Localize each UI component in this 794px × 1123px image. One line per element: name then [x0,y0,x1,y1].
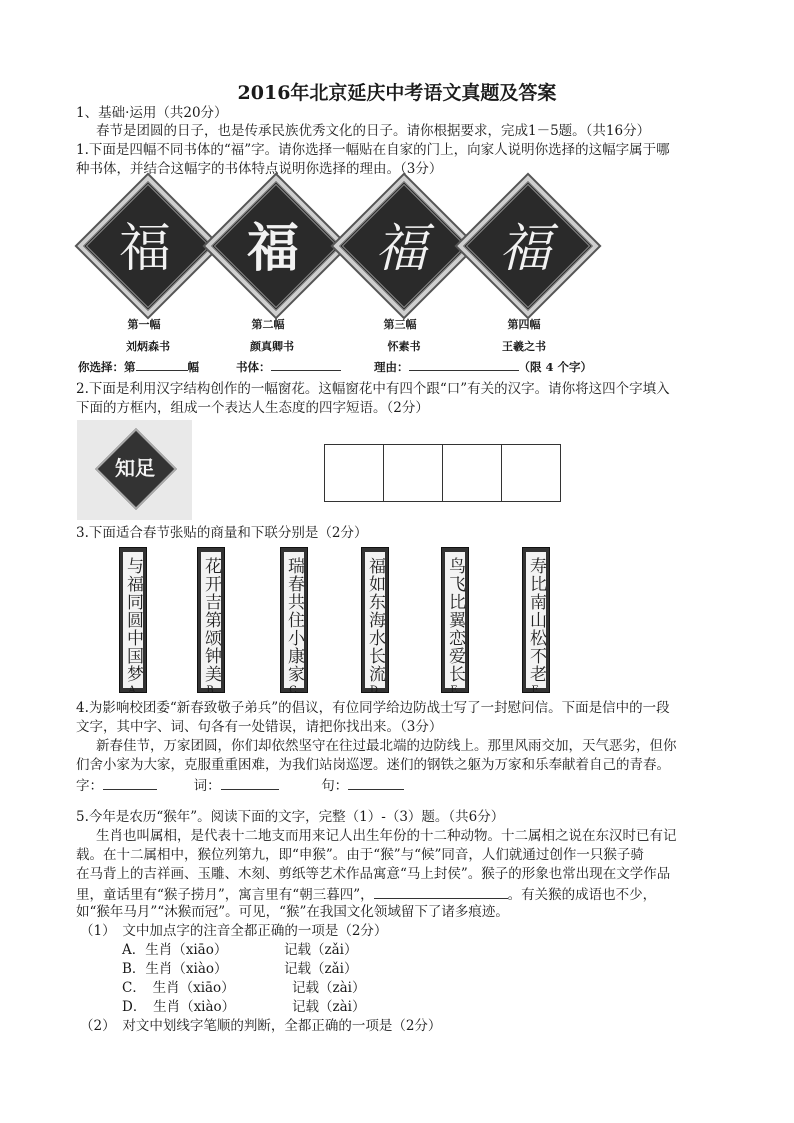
option-a[interactable]: A．生肖（xiāo） [122,942,228,958]
ju-blank[interactable] [348,775,404,790]
ju-label: 句： [321,778,349,794]
fu-image-3 [342,184,460,302]
fu-image-1 [86,184,204,302]
style-label: 书体： [236,360,271,374]
couplet-label-d: D [369,685,379,696]
pick-label: 你选择：第 [78,360,136,374]
q3-text: 3.下面适合春节张贴的商量和下联分别是（2分） [76,525,368,541]
answer-box-4[interactable] [501,444,561,502]
answer-boxes [325,444,561,506]
option-c-b: 记载（zài） [292,980,366,996]
couplet-label-b: B [206,685,214,696]
q5-sub1: （1） 文中加点字的注音全都正确的一项是（2分） [80,923,388,939]
couplet-b [197,547,225,693]
fu-image-2 [214,184,332,302]
couplet-f-text: 寿比南山松不老 [526,552,546,688]
fu-char-4: 福 [498,219,551,279]
couplet-c [280,547,308,693]
zi-blank[interactable] [103,775,157,790]
q5-text: 5.今年是农历“猴年”。阅读下面的文字，完整（1）-（3）题。（共6分） [76,809,505,825]
fu-caption-1: 第一幅 [127,318,161,331]
fu-char-3: 福 [374,219,427,279]
option-b-b: 记载（zǎi） [284,961,358,977]
fu-char-1: 福 [118,219,171,279]
q5-para-4a: 里，童话里有“猴子捞月”，寓言里有“朝三暮四”， [76,887,374,903]
q5-para-2: 载。在十二属相中，猴位列第九，即“申猴”。由于“猴”与“候”同音，人们就通过创作一只猴子骑 [76,847,644,863]
q5-fill-blank[interactable] [374,884,508,899]
couplet-a [119,547,147,693]
answer-box-1[interactable] [324,444,384,502]
fu-author-1: 刘炳森书 [126,340,170,353]
q5-para-5: 如“猴年马月”“沐猴而冠”。可见，“猴”在我国文化领域留下了诸多痕迹。 [76,904,509,920]
answer-box-2[interactable] [383,444,443,502]
section-heading: 1、基础·运用（共20分） [76,105,228,121]
q5-para-4b: 。有关猴的成语也不少， [507,887,657,903]
option-d-b: 记载（zài） [292,999,366,1015]
fu-author-2: 颜真卿书 [250,340,294,353]
window-paper-cut-image [77,420,192,520]
pick-line [78,356,199,375]
couplet-label-f: F [531,685,539,696]
pick-unit: 幅 [187,360,199,374]
fu-calligraphy-figure [78,180,608,376]
couplet-e-text: 鸟飞比翼恋爱长 [445,552,465,688]
fu-caption-4: 第四幅 [507,318,541,331]
q4-answer-line [76,775,404,795]
fu-author-4: 王羲之书 [502,340,546,353]
couplet-a-text: 与福同圆中国梦 [123,552,143,688]
couplet-e [441,547,469,693]
q5-sub2: （2） 对文中划线字笔顺的判断，全都正确的一项是（2分） [80,1018,442,1034]
q4-text-1: 4.为影响校团委“新春致敬子弟兵”的倡议，有位同学给边防战士写了一封慰问信。下面是信中的一段 [76,700,670,716]
window-cut-text: 知足 [115,456,155,480]
reason-limit: （限 4 个字） [518,360,593,374]
fu-image-4 [466,184,584,302]
q1-text-1: 1.下面是四幅不同书体的“福”字。请你选择一幅贴在自家的门上，向家人说明你选择的这幅字属于哪 [76,142,670,158]
reason-label: 理由： [374,360,409,374]
pick-blank[interactable] [136,356,188,371]
fu-author-3: 怀素书 [387,340,421,353]
page-title: 2016年北京延庆中考语文真题及答案 [237,82,557,104]
couplet-c-text: 瑞春共住小康家 [284,552,304,688]
option-d[interactable]: D． 生肖（xiào） [122,999,236,1015]
q5-para-1: 生肖也叫属相，是代表十二地支而用来记人出生年份的十二种动物。十二属相之说在东汉时已有记 [96,828,677,844]
q4-text-2: 文字，其中字、词、句各有一处错误，请把你找出来。（3分） [76,719,443,735]
option-b[interactable]: B．生肖（xiào） [122,961,228,977]
couplet-label-a: A [128,685,136,696]
fu-caption-3: 第三幅 [383,318,417,331]
section-intro: 春节是团圆的日子，也是传承民族优秀文化的日子。请你根据要求，完成1－5题。（共16分） [96,123,651,139]
style-blank[interactable] [271,356,341,371]
fu-char-2: 福 [246,218,299,279]
ci-blank[interactable] [221,775,279,790]
q2-text-2: 下面的方框内，组成一个表达人生态度的四字短语。（2分） [76,400,429,416]
q5-para-4 [76,884,656,904]
option-c[interactable]: C． 生肖（xiāo） [122,980,235,996]
answer-box-3[interactable] [442,444,502,502]
couplet-label-e: E [450,685,458,696]
reason-blank[interactable] [409,356,519,371]
fu-caption-2: 第二幅 [251,318,285,331]
couplet-d-text: 福如东海水长流 [365,552,385,688]
q4-para-1: 新春佳节，万家团圆，你们却依然坚守在往过最北端的边防线上。那里风雨交加，天气恶劣，但你 [96,738,677,754]
couplet-f [522,547,550,693]
zi-label: 字： [76,778,103,794]
couplet-label-c: C [289,685,297,696]
couplet-b-text: 花开吉第颂钟美 [201,552,221,688]
q2-text-1: 2.下面是利用汉字结构创作的一幅窗花。这幅窗花中有四个跟“口”有关的汉字。请你将这四个字填入 [76,381,670,397]
option-a-b: 记载（zǎi） [284,942,358,958]
couplet-d [361,547,389,693]
q1-text-2: 种书体，并结合这幅字的书体特点说明你选择的理由。（3分） [76,161,443,177]
reason-line [374,356,592,375]
q5-para-3: 在马背上的吉祥画、玉雕、木刻、剪纸等艺术作品寓意“马上封侯”。猴子的形象也常出现在文学作品 [76,866,671,882]
style-line [236,356,341,375]
ci-label: 词： [193,778,221,794]
q4-para-2: 们舍小家为大家，克服重重困难，为我们站岗巡逻。迷们的钢铁之躯为万家和乐奉献着自己的青春。 [76,757,670,773]
